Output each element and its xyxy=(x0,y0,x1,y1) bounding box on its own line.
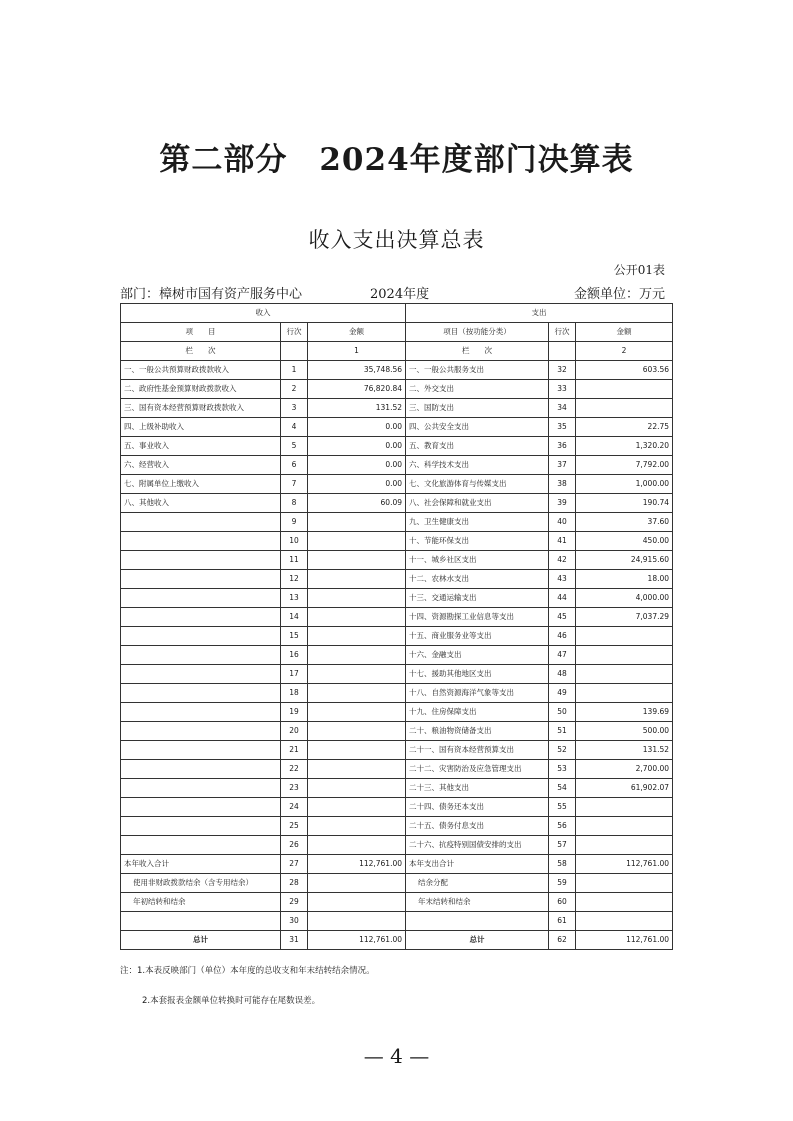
income-item: 三、国有资本经营预算财政拨款收入 xyxy=(121,399,281,418)
table-row xyxy=(121,608,673,627)
end-carryover-label: 年末结转和结余 xyxy=(406,893,549,912)
expense-item: 十四、资源勘探工业信息等支出 xyxy=(406,608,549,627)
income-rowno: 16 xyxy=(281,646,308,665)
fund-balance-amount xyxy=(308,874,406,893)
expense-rowno: 55 xyxy=(549,798,576,817)
expense-amount xyxy=(576,836,673,855)
table-row xyxy=(121,532,673,551)
table-row xyxy=(121,741,673,760)
expense-item: 二十六、抗疫特别国债安排的支出 xyxy=(406,836,549,855)
expense-amount: 61,902.07 xyxy=(576,779,673,798)
table-row xyxy=(121,760,673,779)
income-rowno: 20 xyxy=(281,722,308,741)
expense-amount: 131.52 xyxy=(576,741,673,760)
col-header-item-expense: 项目（按功能分类） xyxy=(406,323,549,342)
expense-rowno: 43 xyxy=(549,570,576,589)
expense-item: 九、卫生健康支出 xyxy=(406,513,549,532)
expense-amount xyxy=(576,665,673,684)
income-amount xyxy=(308,722,406,741)
table-row xyxy=(121,817,673,836)
expense-item: 三、国防支出 xyxy=(406,399,549,418)
total-expense-amount: 112,761.00 xyxy=(576,855,673,874)
income-rowno: 7 xyxy=(281,475,308,494)
lanci-left-blank xyxy=(281,342,308,361)
income-amount xyxy=(308,779,406,798)
expense-item: 二十五、债务付息支出 xyxy=(406,817,549,836)
income-item xyxy=(121,760,281,779)
expense-item: 十五、商业服务业等支出 xyxy=(406,627,549,646)
expense-amount: 4,000.00 xyxy=(576,589,673,608)
blank-left-item xyxy=(121,912,281,931)
income-item xyxy=(121,570,281,589)
group-income-header: 收入 xyxy=(121,304,406,323)
income-amount: 0.00 xyxy=(308,437,406,456)
blank-right-item xyxy=(406,912,549,931)
expense-rowno: 51 xyxy=(549,722,576,741)
surplus-distribution-rowno: 59 xyxy=(549,874,576,893)
table-row xyxy=(121,627,673,646)
income-amount xyxy=(308,684,406,703)
expense-item: 五、教育支出 xyxy=(406,437,549,456)
income-amount: 131.52 xyxy=(308,399,406,418)
income-rowno: 1 xyxy=(281,361,308,380)
table-row xyxy=(121,836,673,855)
table-row xyxy=(121,798,673,817)
income-amount xyxy=(308,608,406,627)
expense-amount xyxy=(576,798,673,817)
income-amount: 76,820.84 xyxy=(308,380,406,399)
table-row xyxy=(121,684,673,703)
total-income-rowno: 27 xyxy=(281,855,308,874)
income-item xyxy=(121,646,281,665)
income-item xyxy=(121,627,281,646)
expense-item: 一、一般公共服务支出 xyxy=(406,361,549,380)
income-amount: 0.00 xyxy=(308,418,406,437)
table-row xyxy=(121,722,673,741)
expense-rowno: 34 xyxy=(549,399,576,418)
expense-item: 七、文化旅游体育与传媒支出 xyxy=(406,475,549,494)
expense-amount xyxy=(576,817,673,836)
group-expense-header: 支出 xyxy=(406,304,673,323)
expense-amount: 22.75 xyxy=(576,418,673,437)
income-amount xyxy=(308,760,406,779)
surplus-distribution-label: 结余分配 xyxy=(406,874,549,893)
surplus-distribution-amount xyxy=(576,874,673,893)
table-row xyxy=(121,513,673,532)
expense-amount: 1,000.00 xyxy=(576,475,673,494)
income-amount xyxy=(308,703,406,722)
income-rowno: 9 xyxy=(281,513,308,532)
column-header-row xyxy=(121,323,673,342)
income-amount xyxy=(308,665,406,684)
expense-amount: 603.56 xyxy=(576,361,673,380)
grand-total-left-amount: 112,761.00 xyxy=(308,931,406,950)
expense-amount xyxy=(576,380,673,399)
income-amount xyxy=(308,741,406,760)
table-row xyxy=(121,779,673,798)
income-item xyxy=(121,798,281,817)
expense-amount: 190.74 xyxy=(576,494,673,513)
lanci-left-label: 栏 次 xyxy=(121,342,281,361)
table-row xyxy=(121,551,673,570)
expense-rowno: 33 xyxy=(549,380,576,399)
expense-item: 十、节能环保支出 xyxy=(406,532,549,551)
year-label: 2024年度 xyxy=(370,287,430,302)
income-amount: 35,748.56 xyxy=(308,361,406,380)
expense-item: 六、科学技术支出 xyxy=(406,456,549,475)
income-rowno: 3 xyxy=(281,399,308,418)
expense-rowno: 49 xyxy=(549,684,576,703)
expense-amount: 18.00 xyxy=(576,570,673,589)
col-header-rowno-expense: 行次 xyxy=(549,323,576,342)
expense-amount: 450.00 xyxy=(576,532,673,551)
expense-amount: 500.00 xyxy=(576,722,673,741)
column-index-row xyxy=(121,342,673,361)
expense-item: 十三、交通运输支出 xyxy=(406,589,549,608)
expense-rowno: 41 xyxy=(549,532,576,551)
income-item xyxy=(121,665,281,684)
income-amount xyxy=(308,589,406,608)
income-item: 一、一般公共预算财政拨款收入 xyxy=(121,361,281,380)
fund-balance-label: 使用非财政拨款结余（含专用结余） xyxy=(121,874,281,893)
blank-left-amount xyxy=(308,912,406,931)
expense-amount: 7,037.29 xyxy=(576,608,673,627)
expense-item: 十二、农林水支出 xyxy=(406,570,549,589)
department-label: 部门：樟树市国有资产服务中心 xyxy=(120,287,303,302)
expense-rowno: 42 xyxy=(549,551,576,570)
expense-rowno: 32 xyxy=(549,361,576,380)
table-row xyxy=(121,456,673,475)
page-title: 第二部分 2024年度部门决算表 xyxy=(159,142,634,178)
fund-balance-rowno: 28 xyxy=(281,874,308,893)
income-item: 七、附属单位上缴收入 xyxy=(121,475,281,494)
fund-row xyxy=(121,874,673,893)
income-amount xyxy=(308,532,406,551)
expense-rowno: 36 xyxy=(549,437,576,456)
group-header-row xyxy=(121,304,673,323)
expense-rowno: 52 xyxy=(549,741,576,760)
income-item xyxy=(121,608,281,627)
expense-item: 十九、住房保障支出 xyxy=(406,703,549,722)
income-rowno: 10 xyxy=(281,532,308,551)
table-row xyxy=(121,589,673,608)
expense-rowno: 35 xyxy=(549,418,576,437)
total-row xyxy=(121,855,673,874)
income-rowno: 13 xyxy=(281,589,308,608)
expense-item: 四、公共安全支出 xyxy=(406,418,549,437)
income-item xyxy=(121,551,281,570)
expense-rowno: 37 xyxy=(549,456,576,475)
income-amount xyxy=(308,798,406,817)
expense-rowno: 50 xyxy=(549,703,576,722)
table-row xyxy=(121,361,673,380)
expense-item: 八、社会保障和就业支出 xyxy=(406,494,549,513)
income-item xyxy=(121,532,281,551)
income-rowno: 2 xyxy=(281,380,308,399)
expense-item: 二十二、灾害防治及应急管理支出 xyxy=(406,760,549,779)
footnote-1: 注：1.本表反映部门（单位）本年度的总收支和年末结转结余情况。 xyxy=(120,966,375,976)
income-rowno: 12 xyxy=(281,570,308,589)
expense-item: 十七、援助其他地区支出 xyxy=(406,665,549,684)
income-amount xyxy=(308,836,406,855)
income-item: 五、事业收入 xyxy=(121,437,281,456)
expense-rowno: 40 xyxy=(549,513,576,532)
expense-amount: 24,915.60 xyxy=(576,551,673,570)
table-row xyxy=(121,475,673,494)
income-item xyxy=(121,741,281,760)
income-rowno: 26 xyxy=(281,836,308,855)
income-amount: 0.00 xyxy=(308,475,406,494)
table-row xyxy=(121,399,673,418)
income-rowno: 15 xyxy=(281,627,308,646)
expense-amount: 7,792.00 xyxy=(576,456,673,475)
income-item xyxy=(121,779,281,798)
col-header-item: 项 目 xyxy=(121,323,281,342)
grand-total-row xyxy=(121,931,673,950)
expense-amount xyxy=(576,684,673,703)
footnotes xyxy=(120,964,375,1024)
begin-carryover-label: 年初结转和结余 xyxy=(121,893,281,912)
income-rowno: 25 xyxy=(281,817,308,836)
expense-rowno: 47 xyxy=(549,646,576,665)
lanci-right-blank xyxy=(549,342,576,361)
expense-rowno: 57 xyxy=(549,836,576,855)
income-amount xyxy=(308,570,406,589)
table-row xyxy=(121,703,673,722)
income-item xyxy=(121,513,281,532)
income-rowno: 11 xyxy=(281,551,308,570)
income-item xyxy=(121,703,281,722)
grand-total-right-rowno: 62 xyxy=(549,931,576,950)
expense-rowno: 38 xyxy=(549,475,576,494)
total-income-amount: 112,761.00 xyxy=(308,855,406,874)
grand-total-right-label: 总计 xyxy=(406,931,549,950)
income-item: 八、其他收入 xyxy=(121,494,281,513)
income-rowno: 18 xyxy=(281,684,308,703)
income-amount xyxy=(308,817,406,836)
income-rowno: 17 xyxy=(281,665,308,684)
expense-rowno: 48 xyxy=(549,665,576,684)
col-header-amount: 金额 xyxy=(308,323,406,342)
lanci-left-number: 1 xyxy=(308,342,406,361)
expense-item: 二十一、国有资本经营预算支出 xyxy=(406,741,549,760)
grand-total-right-amount: 112,761.00 xyxy=(576,931,673,950)
form-number: 公开01表 xyxy=(613,263,665,277)
expense-amount: 139.69 xyxy=(576,703,673,722)
income-item xyxy=(121,722,281,741)
table-row xyxy=(121,646,673,665)
lanci-right-number: 2 xyxy=(576,342,673,361)
expense-rowno: 56 xyxy=(549,817,576,836)
begin-carryover-amount xyxy=(308,893,406,912)
expense-item: 十八、自然资源海洋气象等支出 xyxy=(406,684,549,703)
income-item xyxy=(121,817,281,836)
income-amount xyxy=(308,627,406,646)
blank-right-amount xyxy=(576,912,673,931)
expense-amount xyxy=(576,399,673,418)
blank-row xyxy=(121,912,673,931)
income-item: 六、经营收入 xyxy=(121,456,281,475)
table-row xyxy=(121,570,673,589)
end-carryover-rowno: 60 xyxy=(549,893,576,912)
col-header-rowno: 行次 xyxy=(281,323,308,342)
expense-amount: 37.60 xyxy=(576,513,673,532)
income-rowno: 21 xyxy=(281,741,308,760)
income-rowno: 8 xyxy=(281,494,308,513)
expense-rowno: 39 xyxy=(549,494,576,513)
end-carryover-amount xyxy=(576,893,673,912)
expense-item: 十一、城乡社区支出 xyxy=(406,551,549,570)
table-row xyxy=(121,380,673,399)
table-row xyxy=(121,418,673,437)
income-amount: 0.00 xyxy=(308,456,406,475)
income-amount xyxy=(308,646,406,665)
income-item xyxy=(121,589,281,608)
income-item xyxy=(121,836,281,855)
unit-label: 金额单位：万元 xyxy=(573,287,665,302)
col-header-amount-expense: 金额 xyxy=(576,323,673,342)
page-number: — 4 — xyxy=(363,1044,430,1068)
expense-amount: 2,700.00 xyxy=(576,760,673,779)
lanci-right-label: 栏 次 xyxy=(406,342,549,361)
expense-rowno: 53 xyxy=(549,760,576,779)
income-item xyxy=(121,684,281,703)
footnote-2: 2.本套报表金额单位转换时可能存在尾数误差。 xyxy=(142,996,321,1006)
expense-rowno: 44 xyxy=(549,589,576,608)
income-amount: 60.09 xyxy=(308,494,406,513)
income-rowno: 24 xyxy=(281,798,308,817)
income-rowno: 6 xyxy=(281,456,308,475)
income-rowno: 22 xyxy=(281,760,308,779)
income-item: 二、政府性基金预算财政拨款收入 xyxy=(121,380,281,399)
carryover-row xyxy=(121,893,673,912)
expense-item: 十六、金融支出 xyxy=(406,646,549,665)
blank-left-rowno: 30 xyxy=(281,912,308,931)
total-income-label: 本年收入合计 xyxy=(121,855,281,874)
income-rowno: 19 xyxy=(281,703,308,722)
begin-carryover-rowno: 29 xyxy=(281,893,308,912)
grand-total-left-label: 总计 xyxy=(121,931,281,950)
income-rowno: 5 xyxy=(281,437,308,456)
meta-row xyxy=(120,283,665,301)
expense-rowno: 46 xyxy=(549,627,576,646)
table-row xyxy=(121,437,673,456)
expense-item: 二十四、债务还本支出 xyxy=(406,798,549,817)
expense-amount xyxy=(576,646,673,665)
grand-total-left-rowno: 31 xyxy=(281,931,308,950)
income-rowno: 23 xyxy=(281,779,308,798)
income-rowno: 4 xyxy=(281,418,308,437)
income-expense-table xyxy=(120,303,673,950)
income-amount xyxy=(308,513,406,532)
table-title: 收入支出决算总表 xyxy=(308,228,485,252)
blank-right-rowno: 61 xyxy=(549,912,576,931)
expense-amount: 1,320.20 xyxy=(576,437,673,456)
expense-item: 二十、粮油物资储备支出 xyxy=(406,722,549,741)
expense-amount xyxy=(576,627,673,646)
table-row xyxy=(121,494,673,513)
table-row xyxy=(121,665,673,684)
income-rowno: 14 xyxy=(281,608,308,627)
expense-rowno: 54 xyxy=(549,779,576,798)
expense-item: 二十三、其他支出 xyxy=(406,779,549,798)
total-expense-rowno: 58 xyxy=(549,855,576,874)
income-item: 四、上级补助收入 xyxy=(121,418,281,437)
expense-rowno: 45 xyxy=(549,608,576,627)
expense-item: 二、外交支出 xyxy=(406,380,549,399)
total-expense-label: 本年支出合计 xyxy=(406,855,549,874)
income-amount xyxy=(308,551,406,570)
